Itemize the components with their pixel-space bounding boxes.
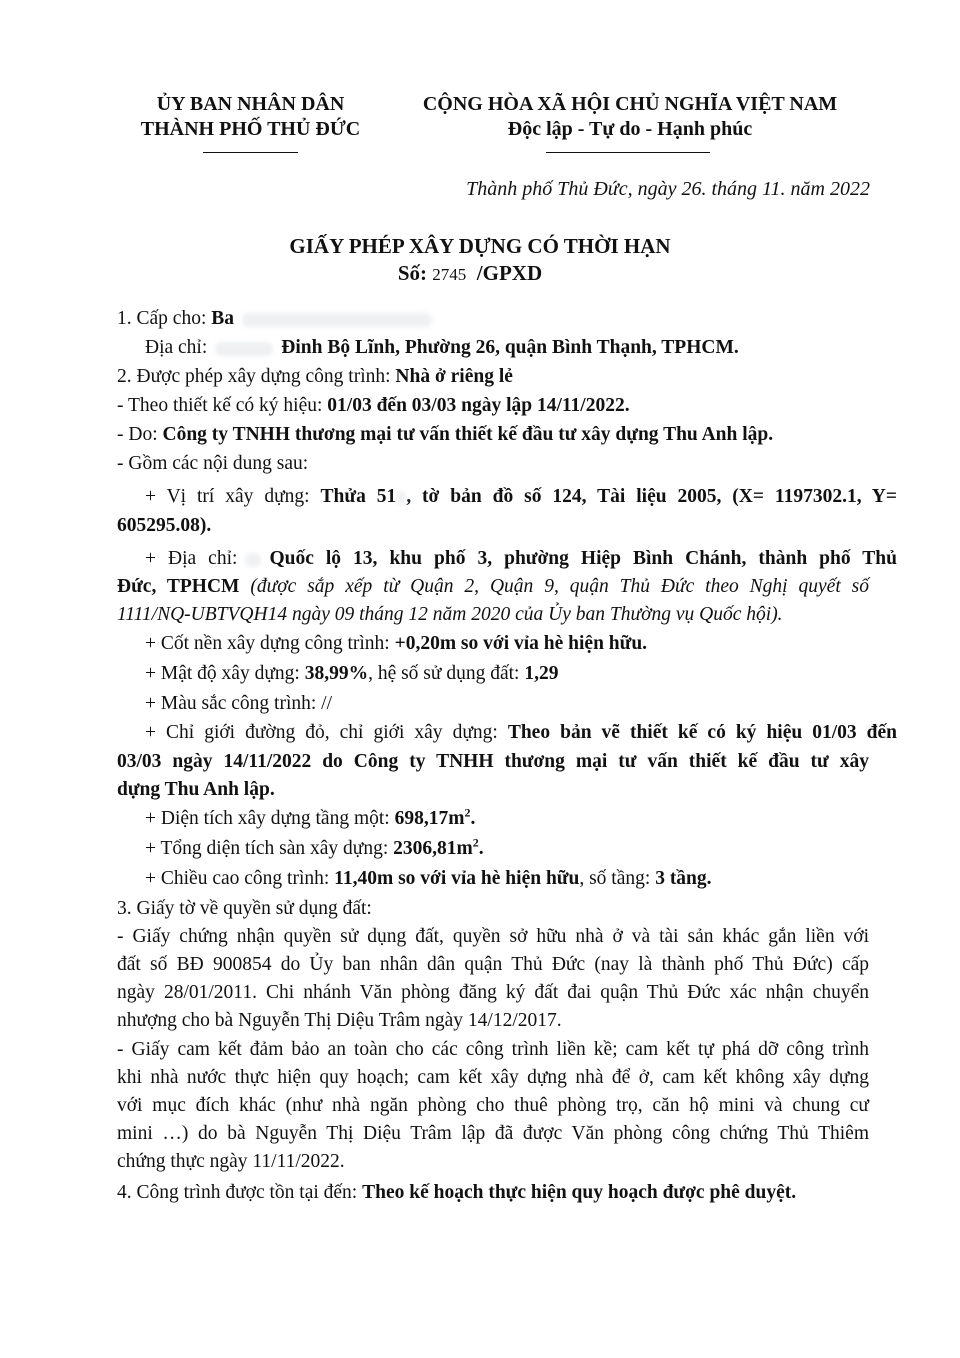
height-value: 11,40m so với vỉa hè hiện hữu bbox=[334, 868, 580, 889]
validity-label: 4. Công trình được tồn tại đến: bbox=[117, 1182, 363, 1203]
document-title: GIẤY PHÉP XÂY DỰNG CÓ THỜI HẠN bbox=[289, 234, 671, 258]
location-detail: , tờ bản đồ số 124, Tài liệu 2005, (X= 1197302.1, Y= bbox=[406, 486, 897, 507]
work-type-value: Nhà ở riêng lẻ bbox=[395, 366, 513, 387]
site-address-line-2: Đức, TPHCM bbox=[117, 576, 240, 597]
validity-value: Theo kế hoạch thực hiện quy hoạch được phê duyệt. bbox=[362, 1182, 797, 1203]
number-label: Số: bbox=[397, 261, 428, 285]
land-cert-line-4: nhượng cho bà Nguyễn Thị Diệu Trâm ngày 14/12/2017. bbox=[117, 1010, 562, 1031]
boundary-lines-cont bbox=[117, 748, 869, 777]
designer-label: - Do: bbox=[117, 424, 163, 445]
number-value: 2745 bbox=[432, 265, 467, 284]
total-area-label: + Tổng diện tích sàn xây dựng: bbox=[145, 838, 394, 859]
redacted-lot bbox=[396, 491, 406, 505]
number-suffix: /GPXD bbox=[476, 261, 543, 285]
design-label: - Theo thiết kế có ký hiệu: bbox=[117, 395, 328, 416]
site-address-note-2: 1111/NQ-UBTVQH14 ngày 09 tháng 12 năm 2020 của Ủy ban Thường vụ Quốc hội). bbox=[117, 604, 783, 625]
designer bbox=[117, 421, 869, 450]
site-address-note-1: (được sắp xếp từ Quận 2, Quận 9, quận Thủ Đức theo Nghị quyết số bbox=[239, 576, 869, 597]
date-prefix: Thành phố Thủ Đức, ngày bbox=[466, 178, 682, 200]
building-height bbox=[117, 865, 897, 894]
land-cert-line-2: đất số BĐ 900854 do Ủy ban nhân dân quận Thủ Đức (nay là thành phố Thủ Đức) cấp bbox=[117, 954, 869, 975]
building-color: + Màu sắc công trình: // bbox=[145, 693, 333, 714]
designer-value: Công ty TNHH thương mại tư vấn thiết kế đầu tư xây dựng Thu Anh lập. bbox=[162, 424, 774, 445]
work-type-label: 2. Được phép xây dựng công trình: bbox=[117, 366, 396, 387]
redacted-site-number bbox=[245, 553, 261, 567]
recipient-name: Ba bbox=[211, 308, 234, 329]
boundary-line-2: 03/03 ngày 14/11/2022 do Công ty TNHH thương mại tư vấn thiết kế đầu tư xây bbox=[117, 751, 869, 772]
section-4-validity bbox=[117, 1179, 869, 1208]
land-ratio-label: , hệ số sử dụng đất: bbox=[368, 663, 525, 684]
commitment-line-2: khi nhà nước thực hiện quy hoạch; cam kết xây dựng nhà để ở, cam kết không xây dựng bbox=[117, 1067, 869, 1088]
site-address-label: + Địa chỉ: bbox=[145, 548, 238, 569]
site-address-line-1: Quốc lộ 13, khu phố 3, phường Hiệp Bình Chánh, thành phố Thủ bbox=[269, 548, 897, 569]
redacted-recipient bbox=[242, 313, 432, 327]
issue-date bbox=[440, 178, 870, 201]
height-label: + Chiều cao công trình: bbox=[145, 868, 335, 889]
boundary-line-3: dựng Thu Anh lập. bbox=[117, 779, 275, 800]
commitment-line-3: với mục đích khác (như nhà ngăn phòng cho thuê phòng trọ, căn hộ mini và chung cư bbox=[117, 1095, 869, 1116]
recipient-address-label: Địa chỉ: bbox=[145, 337, 208, 358]
boundary-lines bbox=[117, 719, 897, 748]
site-address-cont bbox=[117, 573, 869, 602]
land-cert-line-1: - Giấy chứng nhận quyền sử dụng đất, quyền sở hữu nhà ở và tài sản khác gắn liền với bbox=[117, 926, 869, 947]
authority-line-1: ỦY BAN NHÂN DÂN bbox=[156, 93, 345, 115]
section-2-work-type bbox=[117, 363, 869, 392]
design-reference bbox=[117, 392, 869, 421]
authority-line-2: THÀNH PHỐ THỦ ĐỨC bbox=[140, 118, 361, 140]
permit-number bbox=[0, 261, 950, 286]
commitment-line-4: mini …) do bà Nguyễn Thị Diệu Trâm lập đã được Văn phòng công chứng Thủ Thiêm bbox=[117, 1123, 869, 1144]
floors-value: 3 tầng. bbox=[655, 868, 712, 889]
date-month: 11 bbox=[762, 178, 781, 200]
recipient-address-value: Đinh Bộ Lĩnh, Phường 26, quận Bình Thạnh, TPHCM. bbox=[281, 337, 739, 358]
date-month-label: . tháng bbox=[701, 178, 763, 200]
design-value: 01/03 đến 03/03 ngày lập 14/11/2022. bbox=[327, 395, 630, 416]
national-motto bbox=[400, 92, 860, 142]
ground-floor-value: 698,17m bbox=[394, 808, 465, 829]
nation-line-2: Độc lập - Tự do - Hạnh phúc bbox=[507, 118, 753, 140]
recipient-address bbox=[117, 334, 897, 363]
total-floor-area: + Tổng diện tích sàn xây dựng: $2306,81m^2$. bbox=[145, 835, 484, 859]
total-area-value: 2306,81m bbox=[393, 838, 473, 859]
contents-label: - Gồm các nội dung sau: bbox=[117, 453, 309, 474]
ground-floor-area: + Diện tích xây dựng tầng một: $698,17m^2$. bbox=[145, 805, 476, 829]
site-address-note bbox=[117, 601, 869, 630]
land-cert-line-3: ngày 28/01/2011. Chi nhánh Văn phòng đăng ký đất đai quận Thủ Đức xác nhận chuyển bbox=[117, 982, 869, 1003]
nation-line-1: CỘNG HÒA XÃ HỘI CHỦ NGHĨA VIỆT NAM bbox=[422, 93, 838, 115]
site-location bbox=[117, 483, 897, 512]
total-area-unit-exp: 2 bbox=[472, 835, 479, 850]
foundation-label: + Cốt nền xây dựng công trình: bbox=[145, 633, 395, 654]
location-coordinates-end: 605295.08). bbox=[117, 515, 212, 536]
foundation-value: +0,20m so với vỉa hè hiện hữu. bbox=[394, 633, 648, 654]
boundary-label: + Chỉ giới đường đỏ, chỉ giới xây dựng: bbox=[145, 722, 508, 743]
boundary-lines-end bbox=[117, 776, 869, 805]
building-density bbox=[117, 660, 897, 689]
density-value: 38,99% bbox=[304, 663, 369, 684]
site-address bbox=[117, 545, 897, 574]
site-location-cont bbox=[117, 512, 869, 541]
date-year: . năm 2022 bbox=[780, 178, 870, 200]
ground-floor-unit-exp: 2 bbox=[464, 805, 471, 820]
issuing-authority bbox=[118, 92, 383, 142]
section-3-land-docs: 3. Giấy tờ về quyền sử dụng đất: bbox=[117, 898, 372, 919]
motto-divider bbox=[546, 152, 710, 153]
commitment-line-1: - Giấy cam kết đảm bảo an toàn cho các công trình liền kề; cam kết tự phá dỡ công trình bbox=[117, 1039, 869, 1060]
land-ratio-value: 1,29 bbox=[524, 663, 559, 684]
ground-floor-label: + Diện tích xây dựng tầng một: bbox=[145, 808, 395, 829]
authority-divider bbox=[203, 152, 298, 153]
location-label: + Vị trí xây dựng: bbox=[145, 486, 321, 507]
section-1-recipient bbox=[117, 305, 869, 334]
foundation-level bbox=[117, 630, 897, 659]
redacted-address bbox=[215, 342, 273, 356]
location-lot: Thửa 51 bbox=[320, 486, 397, 507]
density-label: + Mật độ xây dựng: bbox=[145, 663, 305, 684]
date-day: 26 bbox=[681, 178, 702, 200]
boundary-line-1: Theo bản vẽ thiết kế có ký hiệu 01/03 đến bbox=[507, 722, 897, 743]
recipient-label: 1. Cấp cho: bbox=[117, 308, 212, 329]
floors-label: , số tầng: bbox=[579, 868, 656, 889]
commitment-line-5: chứng thực ngày 11/11/2022. bbox=[117, 1151, 345, 1172]
